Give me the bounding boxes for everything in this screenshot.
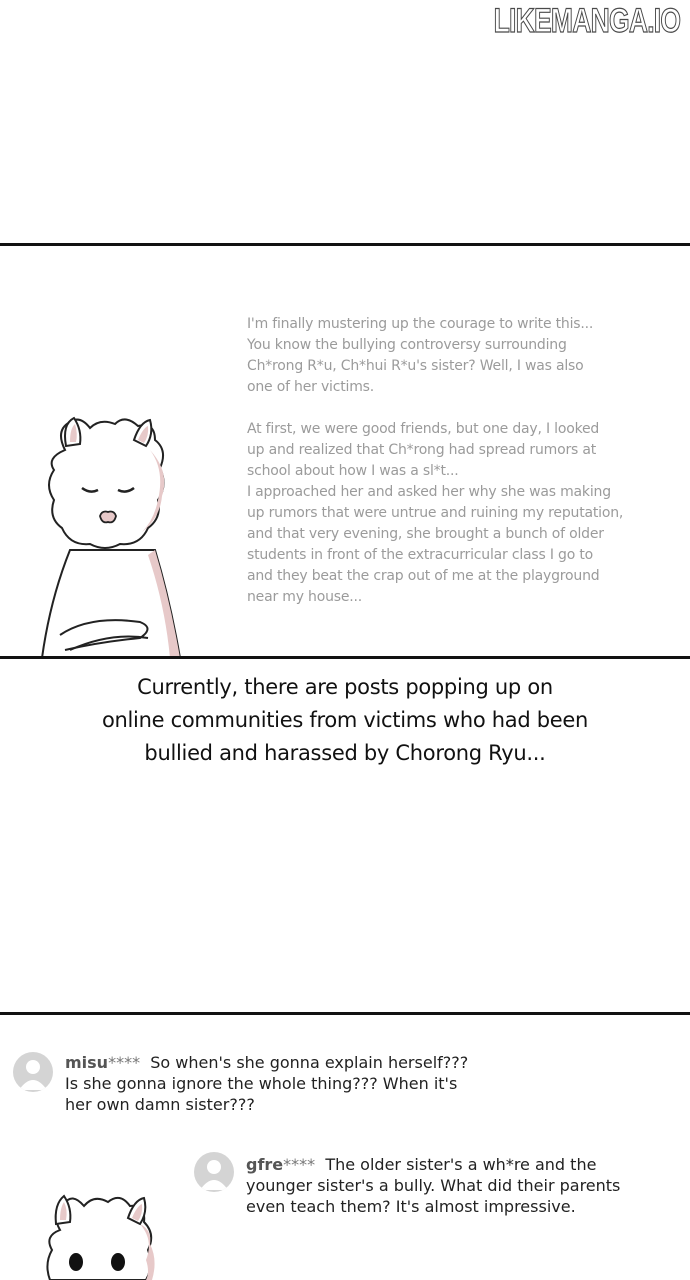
user-avatar-icon <box>194 1152 234 1192</box>
comment-1 <box>65 1052 485 1115</box>
panel-divider-2 <box>0 656 690 659</box>
online-post <box>247 314 657 608</box>
comment-username-mask: **** <box>283 1155 316 1174</box>
panel-divider-1 <box>0 243 690 246</box>
comment-text-rest: younger sister's a bully. What did their parents even teach them? It's almost impressive. <box>246 1176 621 1216</box>
watermark: LIKEMANGA.IO <box>493 2 680 40</box>
comment-username: misu <box>65 1053 109 1072</box>
alpaca-character-head <box>42 1190 157 1280</box>
comment-text-rest: Is she gonna ignore the whole thing??? When it's her own damn sister??? <box>65 1074 458 1114</box>
comment-text-first: The older sister's a wh*re and the <box>325 1155 597 1174</box>
post-paragraph-2: At first, we were good friends, but one day, I looked up and realized that Ch*rong had spread rumors at school about how I was a sl*t... I approached her and asked her why she was making up rumors that were untrue and ruining my reputation, and that very evening, she brought a bunch of older students in front of the extracurricular class I go to and they beat the crap out of me at the playground near my house... <box>247 421 624 605</box>
alpaca-character-arms-crossed <box>30 410 190 658</box>
panel-divider-3 <box>0 1012 690 1015</box>
comment-2 <box>246 1154 666 1217</box>
narration-text: Currently, there are posts popping up on online communities from victims who had been bullied and harassed by Chorong Ryu... <box>101 675 589 765</box>
comment-username-mask: **** <box>108 1053 141 1072</box>
post-paragraph-1: I'm finally mustering up the courage to write this... You know the bullying controversy surrounding Ch*rong R*u, Ch*hui R*u's sister? Well, I was also one of her victims. <box>247 316 594 395</box>
comment-username: gfre <box>246 1155 284 1174</box>
user-avatar-icon <box>13 1052 53 1092</box>
comment-text-first: So when's she gonna explain herself??? <box>150 1053 469 1072</box>
